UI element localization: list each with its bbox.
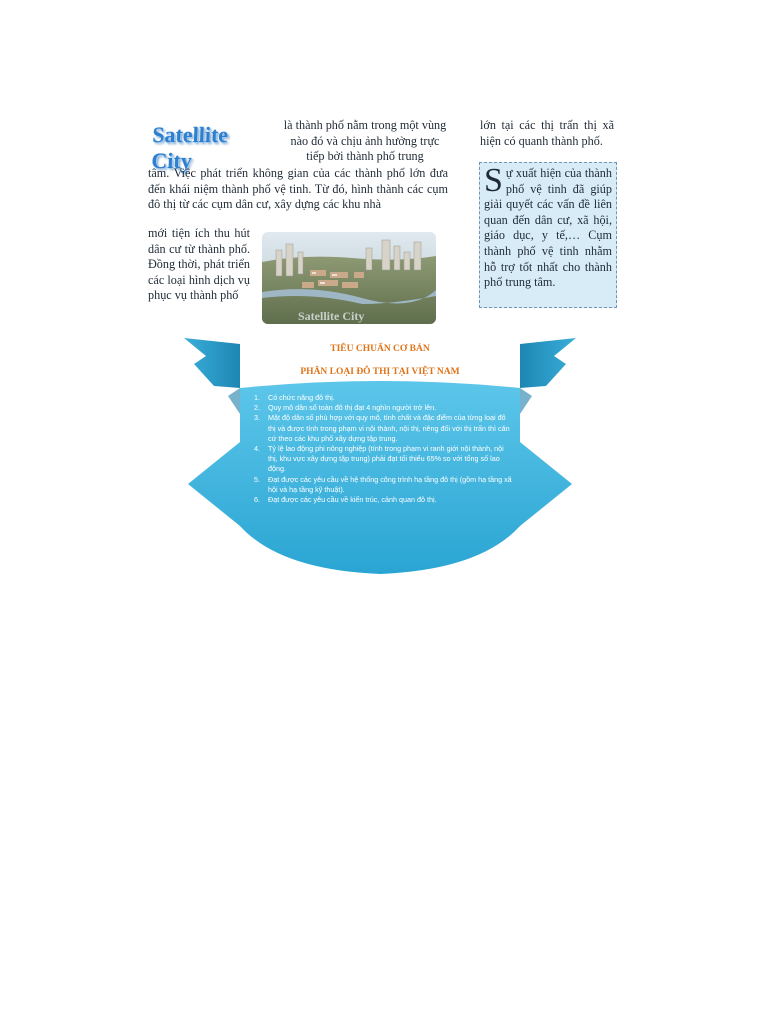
criteria-item [242,393,514,403]
criteria-item [242,444,514,475]
criteria-number: 6. [254,495,260,505]
criteria-text: Đạt được các yêu cầu về kiến trúc, cảnh quan đô thị. [268,495,437,505]
article-paragraph-wrap: mới tiện ích thu hút dân cư từ thành phố. Đồng thời, phát triển các loại hình dịch vụ phục vụ thành phố [148,226,250,303]
criteria-item [242,403,514,413]
criteria-item [242,413,514,444]
satellite-city-logo: Satellite City [150,122,229,173]
banner-title-line2: PHÂN LOẠI ĐÔ THỊ TẠI VIỆT NAM [300,367,460,377]
criteria-number: 1. [254,393,260,402]
criteria-number: 2. [254,403,260,413]
criteria-number: 4. [254,444,260,454]
criteria-number: 5. [254,474,260,484]
article-paragraph-main: tâm. Việc phát triển không gian của các thành phố lớn đưa đến khái niệm thành phố vệ tinh. Từ đó, hình thành các cụm đô thị từ các cụm dân cư, xây dựng các khu nhà [148,166,448,212]
criteria-number: 3. [254,413,260,423]
city-aerial-illustration [262,232,436,324]
criteria-list [242,393,514,505]
criteria-item [242,495,514,505]
criteria-text: Quy mô dân số toàn đô thị đạt 4 nghìn người trở lên. [268,403,437,413]
criteria-text: Mật độ dân số phù hợp với quy mô, tính chất và đặc điểm của từng loại đô thị và được tính trong phạm vi nội thành, nội thị, riêng đối với thị trấn thì căn cứ theo các khu phố xây dựng tập trung. [268,413,510,443]
criteria-item [242,475,514,495]
satellite-city-image [262,232,436,324]
satellite-city-sidebox [479,162,617,308]
image-caption: Satellite City [298,309,365,323]
criteria-text: Tỷ lệ lao động phi nông nghiệp (tính trong phạm vi ranh giới nội thành, nội thị, khu vực xây dựng tập trung) phải đạt tối thiểu 65% so với tổng số lao động. [268,444,504,474]
criteria-text: Có chức năng đô thị. [268,393,335,402]
criteria-text: Đạt được các yêu cầu về hệ thống công trình hạ tầng đô thị (gồm hạ tầng xã hội và hạ tầng kỹ thuật). [268,474,512,494]
dropcap-letter: S [484,162,503,199]
article-paragraph-intro: là thành phố nằm trong một vùng nào đó và chịu ảnh hưởng trực tiếp bởi thành phố trung [283,118,447,164]
sidebox-text: ự xuất hiện của thành phố vệ tinh đã giúp giải quyết các vấn đề liên quan đến dân cư, xã hội, giáo dục, y tế,… Cụm thành phố vệ tinh nhằm hỗ trợ tốt nhất cho thành phố trung tâm. [484,166,612,290]
article-paragraph-column2: lớn tại các thị trấn thị xã hiện có quanh thành phố. [480,118,614,148]
banner-title-line1: TIÊU CHUẨN CƠ BẢN [330,344,430,354]
